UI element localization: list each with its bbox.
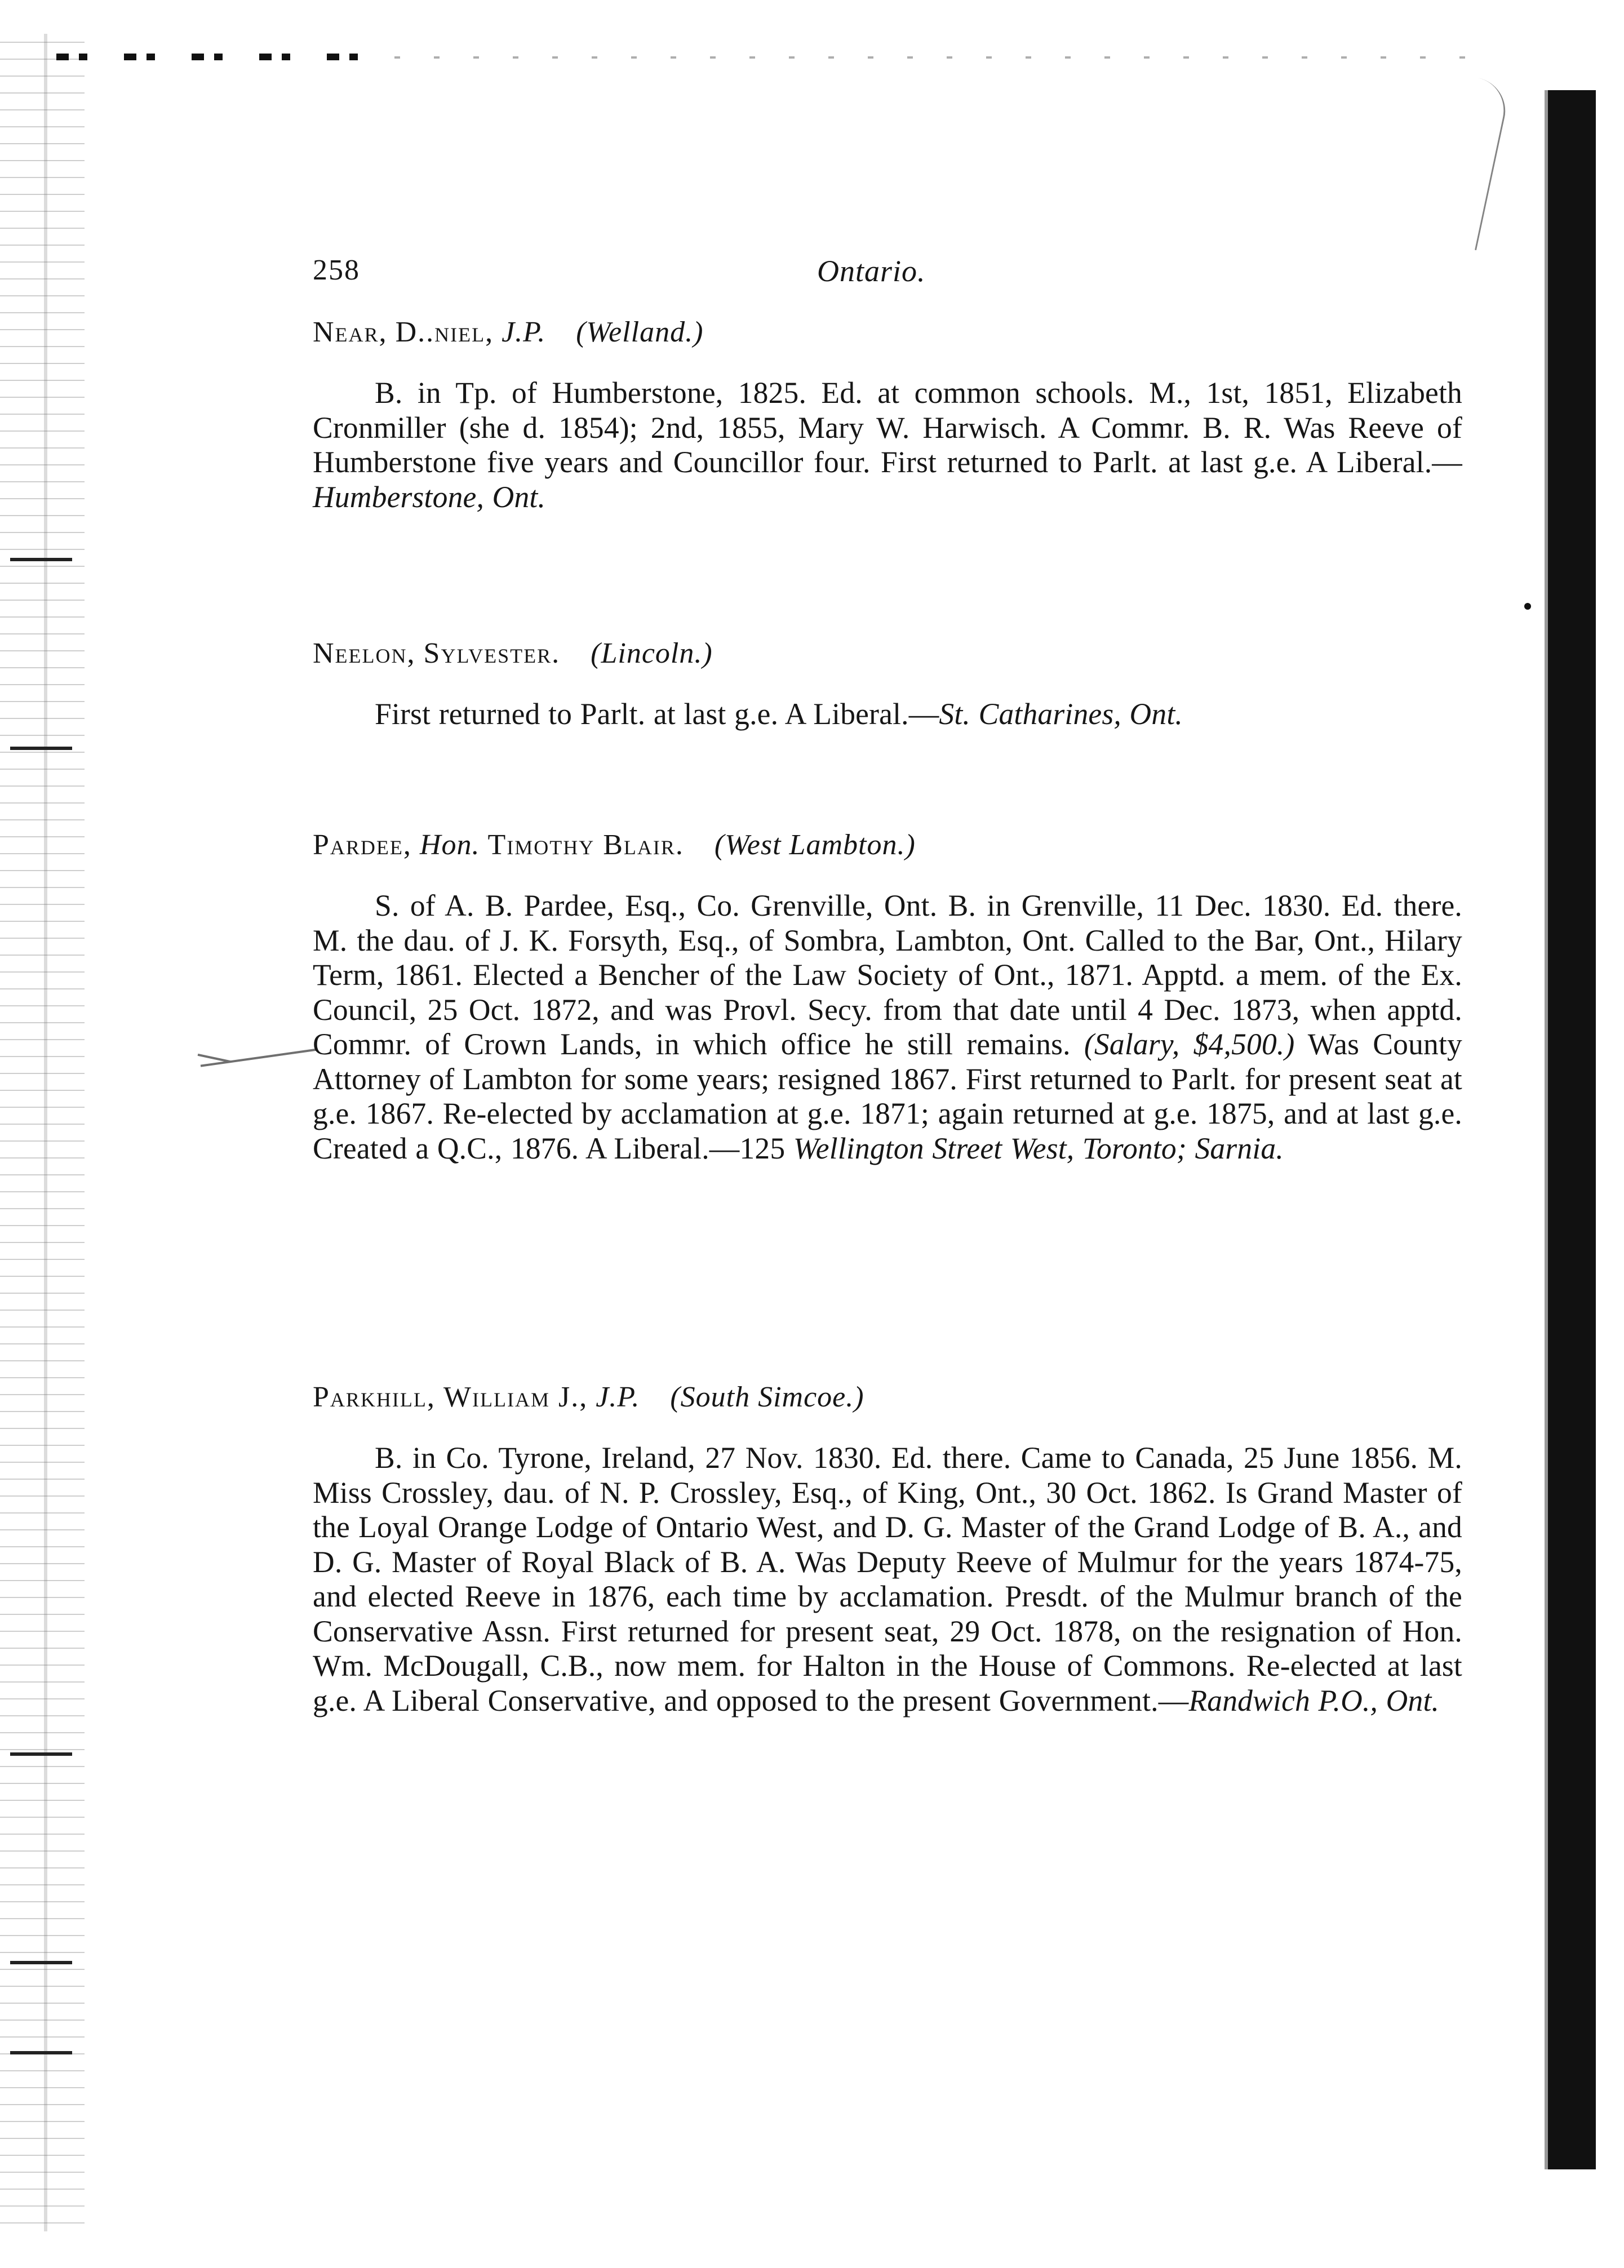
entry-biography: [313, 889, 1462, 1166]
running-head: [313, 254, 1462, 304]
entry-biography: [313, 697, 1462, 732]
entry-constituency: (Welland.): [576, 316, 704, 348]
entry-surname: Neelon,: [313, 637, 416, 669]
top-edge-dashes: [394, 56, 1465, 59]
gutter-mark: [10, 558, 72, 561]
binding-shadow-bar: [1548, 90, 1596, 2169]
entry-address: Humberstone, Ont.: [313, 480, 546, 514]
gutter-mark: [10, 747, 72, 750]
entry-title: J.P.: [502, 316, 546, 348]
entry-near: [313, 316, 1462, 545]
margin-arrow-mark: [201, 1048, 318, 1067]
margin-pencil-mark: [1436, 77, 1512, 251]
entry-heading: [313, 828, 1462, 862]
entry-biography: [313, 1441, 1462, 1718]
entry-address: Wellington Street West, Toronto; Sarnia.: [793, 1131, 1284, 1165]
bio-text: S. of A. B. Pardee, Esq., Co. Grenville, Ont. B. in Grenville, 11 Dec. 1830. Ed. there. M. the dau. of J. K. Forsyth, Esq., of Sombra, Lambton, Ont. Called to the Bar, Ont., Hilary Term, 1861. Elected a Bencher of the Law Society of Ont., 1871. Apptd. a mem. of the Ex. Council, 25 Oct. 1872, and was Provl. Secy. from that date until 4 Dec. 1873, when apptd. Commr. of Crown Lands, in which office he still remains.: [313, 889, 1462, 1061]
entry-biography: [313, 376, 1462, 514]
entry-surname: Near,: [313, 316, 388, 348]
entry-parkhill: [313, 1381, 1462, 1748]
entry-neelon: [313, 637, 1462, 762]
entry-given-name: William J.,: [443, 1381, 588, 1413]
entry-constituency: (West Lambton.): [714, 829, 916, 861]
entry-constituency: (South Simcoe.): [670, 1381, 864, 1413]
gutter-mark: [10, 2051, 72, 2054]
ink-spot: [1524, 603, 1531, 610]
entry-heading: [313, 637, 1462, 670]
entry-address: Randwich P.O., Ont.: [1188, 1683, 1440, 1717]
bio-text-continued: Was County Attorney of Lambton for some years; resigned 1867. First returned to Parlt. for present seat at g.e. 1867. Re-elected by acclamation at g.e. 1871; again returned at g.e. 1875, and at last g.e. Created a Q.C., 1876. A Liberal.—125: [313, 1027, 1463, 1165]
gutter-mark: [10, 1961, 72, 1964]
page-number: 258: [313, 254, 360, 286]
bio-text: First returned to Parlt. at last g.e. A Liberal.—: [375, 697, 939, 731]
gutter-mark: [10, 1752, 72, 1756]
entry-surname: Pardee,: [313, 829, 412, 861]
entry-heading: [313, 1381, 1462, 1414]
entry-honorific: Hon.: [419, 829, 480, 861]
binding-gutter: [0, 34, 85, 2231]
bio-text: B. in Tp. of Humberstone, 1825. Ed. at common schools. M., 1st, 1851, Elizabeth Cronmiller (she d. 1854); 2nd, 1855, Mary W. Harwisch. A Commr. B. R. Was Reeve of Humberstone five years and Councillor four. First returned to Parlt. at last g.e. A Liberal.—: [313, 376, 1462, 479]
entry-surname: Parkhill,: [313, 1381, 436, 1413]
entry-heading: [313, 316, 1462, 349]
entry-given-name: Timothy Blair.: [487, 829, 684, 861]
entry-title: J.P.: [596, 1381, 640, 1413]
running-title: Ontario.: [817, 254, 926, 288]
entry-given-name: D..niel,: [395, 316, 494, 348]
entry-constituency: (Lincoln.): [591, 637, 713, 669]
bio-text: B. in Co. Tyrone, Ireland, 27 Nov. 1830. Ed. there. Came to Canada, 25 June 1856. M. Miss Crossley, dau. of N. P. Crossley, Esq., of King, Ont., 30 Oct. 1862. Is Grand Master of the Loyal Orange Lodge of Ontario West, and D. G. Master of the Grand Lodge of B. A., and D. G. Master of Royal Black of B. A. Was Deputy Reeve of Mulmur for the years 1874-75, and elected Reeve in 1876, each time by acclamation. Presdt. of the Mulmur branch of the Conservative Assn. First returned for present seat, 29 Oct. 1878, on the resignation of Hon. Wm. McDougall, C.B., now mem. for Halton in the House of Commons. Re-elected at last g.e. A Liberal Conservative, and opposed to the present Government.—: [313, 1441, 1462, 1717]
entry-given-name: Sylvester.: [423, 637, 561, 669]
top-edge-artifact: [56, 54, 372, 60]
entry-address: St. Catharines, Ont.: [939, 697, 1183, 731]
entry-salary: (Salary, $4,500.): [1084, 1027, 1295, 1061]
entry-pardee: [313, 828, 1462, 1196]
